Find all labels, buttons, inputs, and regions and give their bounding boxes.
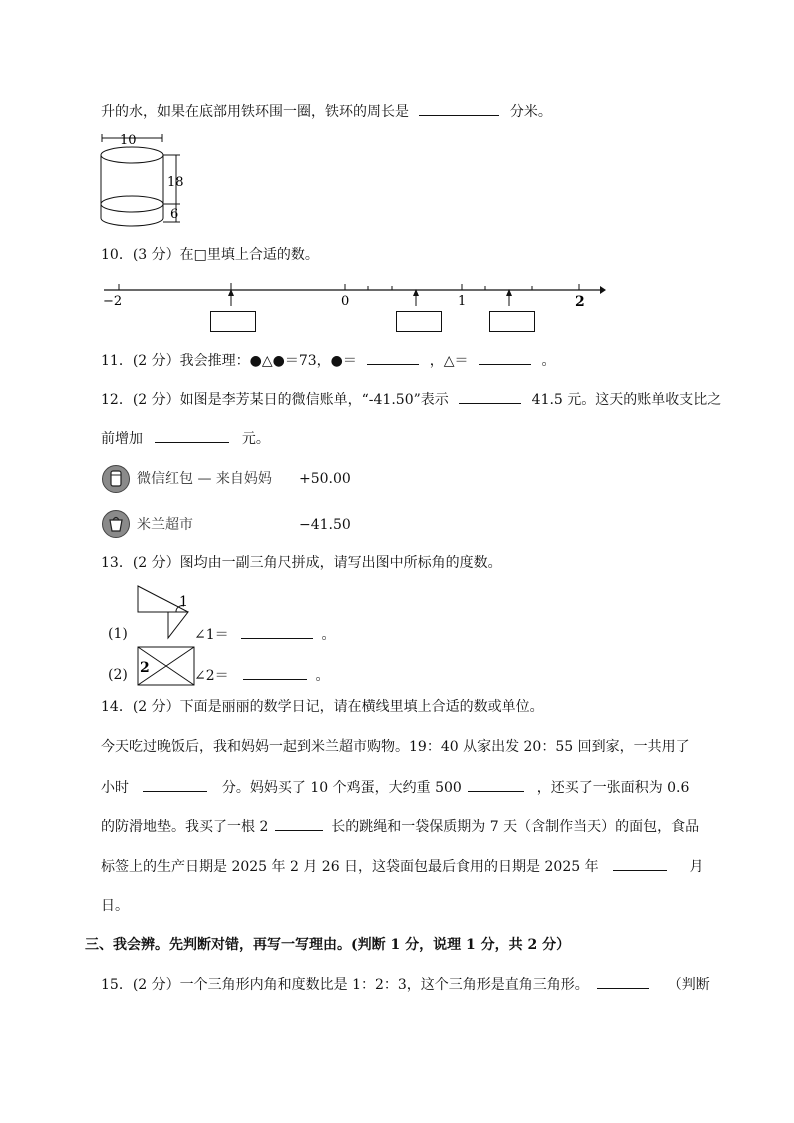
tick-label-0: 0 xyxy=(341,294,350,309)
q11-text-a: 11．(2 分）我会推理：●△●＝73，●＝ xyxy=(101,353,357,369)
bill-item-2-amount: −41.50 xyxy=(299,517,351,533)
tick-label-1: 1 xyxy=(458,294,467,309)
bill-item-1-name: 微信红包 — 来自妈妈 xyxy=(137,471,272,487)
q15-text-a: 15．(2 分）一个三角形内角和度数比是 1：2：3，这个三角形是直角三角形。 xyxy=(101,977,589,993)
q14-p2a: 小时 xyxy=(101,780,129,796)
q14-question: 14．(2 分）下面是丽丽的数学日记，请在横线里填上合适的数或单位。 xyxy=(101,699,544,715)
q14-p2b: 分。妈妈买了 10 个鸡蛋，大约重 500 xyxy=(221,780,462,796)
q14-blank-1[interactable] xyxy=(143,777,207,792)
wallet-icon xyxy=(102,465,130,493)
q14-para-2 xyxy=(101,777,689,798)
q10-question: 10．(3 分）在□里填上合适的数。 xyxy=(101,247,319,263)
fig-side1-label: 18 xyxy=(167,175,184,190)
answer-box-1[interactable] xyxy=(210,311,256,332)
q14-para-3 xyxy=(101,816,699,837)
bill-item-1-amount: +50.00 xyxy=(299,471,351,487)
angle-1-mark: 1 xyxy=(179,594,188,610)
answer-box-3[interactable] xyxy=(489,311,535,332)
q12-text-a: 12．(2 分）如图是李芳某日的微信账单，“-41.50”表示 xyxy=(101,392,449,408)
q14-blank-4[interactable] xyxy=(613,856,667,871)
q14-p2c: ，还买了一张面积为 0.6 xyxy=(536,780,690,796)
q13-blank-1[interactable] xyxy=(241,624,313,639)
triangle-figure-2 xyxy=(136,645,200,687)
q13-question: 13．(2 分）图均由一副三角尺拼成，请写出图中所标角的度数。 xyxy=(101,555,502,571)
triangle-figure-1 xyxy=(136,584,200,640)
q12-line-1 xyxy=(101,389,721,410)
q15-line xyxy=(101,974,710,995)
q13-part2-label: (2) xyxy=(108,667,128,683)
q13-part1-answer xyxy=(194,624,336,645)
q12-text-c: 前增加 xyxy=(101,431,143,447)
q9-blank[interactable] xyxy=(419,101,499,116)
q12-text-b: 41.5 元。这天的账单收支比之 xyxy=(531,392,722,408)
q11-blank-2[interactable] xyxy=(479,350,531,365)
fig-top-label: 10 xyxy=(120,133,137,148)
tick-label-2: 2 xyxy=(575,294,585,310)
q14-p4b: 月 xyxy=(689,859,704,875)
q12-line-2 xyxy=(101,428,270,449)
q13-part2-answer xyxy=(194,665,330,686)
q13-part1-label: (1) xyxy=(108,626,128,642)
q15-text-b: （判断 xyxy=(667,977,710,993)
q9-text-a: 升的水，如果在底部用铁环围一圈，铁环的周长是 xyxy=(101,104,409,120)
q14-para-1: 今天吃过晚饭后，我和妈妈一起到米兰超市购物。19：40 从家出发 20：55 回到家，一共用了 xyxy=(101,739,690,755)
q11-line xyxy=(101,350,555,371)
q14-p3a: 的防滑地垫。我买了一根 2 xyxy=(101,819,269,835)
q13-end-2: 。 xyxy=(315,668,330,684)
q13-blank-2[interactable] xyxy=(243,665,307,680)
section-3-heading: 三、我会辨。先判断对错，再写一写理由。(判断 1 分，说理 1 分，共 2 分） xyxy=(85,937,571,953)
q14-p3b: 长的跳绳和一袋保质期为 7 天（含制作当天）的面包，食品 xyxy=(331,819,700,835)
tick-label-neg2: −2 xyxy=(103,294,123,309)
q14-blank-3[interactable] xyxy=(275,816,323,831)
q9-text-b: 分米。 xyxy=(509,104,552,120)
q11-text-c: 。 xyxy=(541,353,556,369)
q13-end-1: 。 xyxy=(321,627,336,643)
answer-box-2[interactable] xyxy=(396,311,442,332)
fig-side2-label: 6 xyxy=(170,207,179,222)
q15-blank[interactable] xyxy=(597,974,649,989)
q12-blank-1[interactable] xyxy=(459,389,521,404)
cylinder-figure xyxy=(92,130,202,230)
bill-item-2-name: 米兰超市 xyxy=(137,517,193,533)
q12-text-d: 元。 xyxy=(241,431,270,447)
q12-blank-2[interactable] xyxy=(155,428,229,443)
q11-text-b: ，△＝ xyxy=(429,353,469,369)
q11-blank-1[interactable] xyxy=(367,350,419,365)
q14-para-5: 日。 xyxy=(101,898,129,914)
q14-para-4 xyxy=(101,856,704,877)
shopping-bag-icon xyxy=(102,510,130,538)
q14-blank-2[interactable] xyxy=(468,777,524,792)
q14-p4a: 标签上的生产日期是 2025 年 2 月 26 日，这袋面包最后食用的日期是 2025 年 xyxy=(101,859,599,875)
q13-angle2: ∠2＝ xyxy=(194,668,229,684)
q9-line xyxy=(101,101,552,122)
q13-angle1: ∠1＝ xyxy=(194,627,229,643)
angle-2-mark: 2 xyxy=(140,660,150,676)
